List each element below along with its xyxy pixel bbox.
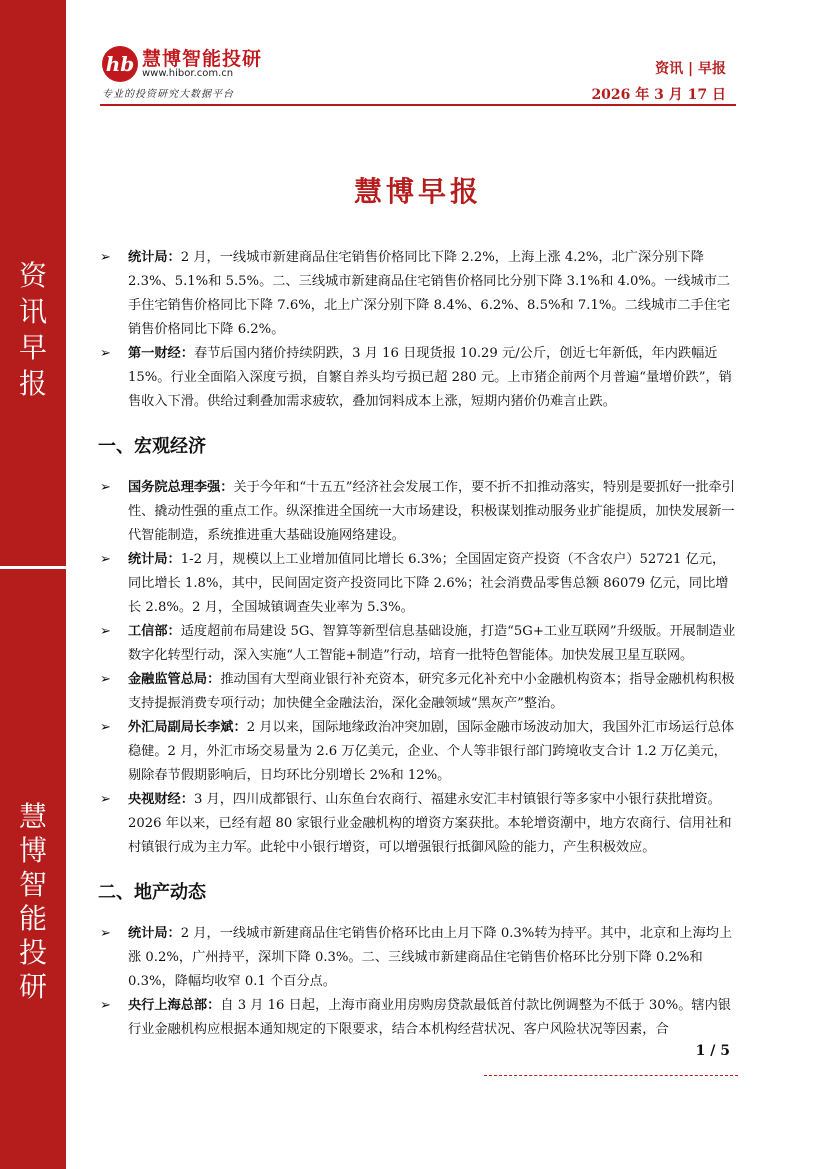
logo-url: www.hibor.com.cn [142, 68, 234, 79]
sidebar-bottom-label [0, 800, 66, 1004]
item-source: 金融监管总局： [128, 672, 221, 687]
page-number: 1 / 5 [695, 1043, 730, 1059]
logo-name: 慧博智能投研 [142, 48, 263, 70]
item-text: 1-2 月，规模以上工业增加值同比增长 6.3%；全国固定资产投资（不含农户）52721 亿元，同比增长 1.8%，其中，民间固定资产投资同比下降 2.6%；社会消费品零售总额 86079 亿元，同比增长 2.8%。2 月，全国城镇调查失业率为 5.3%。 [128, 552, 729, 615]
news-item [98, 994, 738, 1042]
page-title: 慧博早报 [353, 175, 482, 208]
sidebar-char: 资 [18, 259, 47, 292]
summary-item [98, 342, 738, 414]
sidebar-char: 慧 [18, 800, 47, 833]
news-item [98, 548, 738, 620]
item-text: 春节后国内猪价持续阴跌，3 月 16 日现货报 10.29 元/公斤，创近七年新低，年内跌幅近 15%。行业全面陷入深度亏损，自繁自养头均亏损已超 280 元。上市猪企前两个月普遍“量增价跌”，销售收入下滑。供给过剩叠加需求疲软，叠加饲料成本上涨，短期内猪价仍难言止跌。 [128, 346, 732, 409]
item-text: 2 月以来，国际地缘政治冲突加剧，国际金融市场波动加大，我国外汇市场运行总体稳健。2 月，外汇市场交易量为 2.6 万亿美元，企业、个人等非银行部门跨境收支合计 1.2 万亿美元，剔除春节假期影响后，日均环比分别增长 2%和 12%。 [128, 720, 735, 783]
sidebar-char: 讯 [18, 295, 47, 328]
news-item [98, 476, 738, 548]
arrow-bullet-icon: ➢ [100, 346, 111, 361]
item-source: 统计局： [128, 552, 181, 567]
news-item [98, 788, 738, 860]
item-source: 外汇局副局长李斌： [128, 720, 247, 735]
section-heading: 一、宏观经济 [98, 436, 206, 457]
item-text: 2 月，一线城市新建商品住宅销售价格同比下降 2.2%，上海上涨 4.2%，北广深分别下降 2.3%、5.1%和 5.5%。二、三线城市新建商品住宅销售价格同比分别下降 3.1%和 4.0%。一线城市二手住宅销售价格同比下降 7.6%，北上广深分别下降 8.4%、6.2%、8.5%和 7.1%。二线城市二手住宅销售价格同比下降 6.2%。 [128, 250, 731, 337]
brand-logo [102, 44, 262, 100]
item-source: 央行上海总部： [128, 998, 221, 1013]
arrow-bullet-icon: ➢ [100, 720, 111, 735]
footer-rule [484, 1075, 738, 1076]
logo-slogan: 专业的投资研究大数据平台 [102, 89, 234, 100]
sidebar-char: 智 [18, 868, 47, 901]
item-text: 推动国有大型商业银行补充资本，研究多元化补充中小金融机构资本；指导金融机构积极支持提振消费专项行动；加快健全金融法治，深化金融领域“黑灰产”整治。 [128, 672, 735, 711]
item-source: 央视财经： [128, 792, 194, 807]
sidebar-divider [0, 566, 66, 569]
item-source: 第一财经： [128, 346, 194, 361]
sidebar-char: 报 [18, 367, 47, 400]
item-text: 自 3 月 16 日起，上海市商业用房购房贷款最低首付款比例调整为不低于 30%。辖内银行业金融机构应根据本通知规定的下限要求，结合本机构经营状况、客户风险状况等因素，合 [128, 998, 731, 1037]
arrow-bullet-icon: ➢ [100, 480, 111, 495]
arrow-bullet-icon: ➢ [100, 552, 111, 567]
sidebar-char: 投 [18, 936, 47, 969]
item-source: 统计局： [128, 926, 181, 941]
item-text: 适度超前布局建设 5G、智算等新型信息基础设施，打造“5G+工业互联网”升级版。开展制造业数字化转型行动，深入实施“人工智能+制造”行动，培育一批特色智能体。加快发展卫星互联网。 [128, 624, 736, 663]
sidebar-char: 博 [18, 834, 47, 867]
arrow-bullet-icon: ➢ [100, 926, 111, 941]
news-item [98, 668, 738, 716]
logo-icon: hb [102, 46, 138, 82]
item-source: 工信部： [128, 624, 181, 639]
arrow-bullet-icon: ➢ [100, 624, 111, 639]
news-item [98, 716, 738, 788]
sidebar-char: 能 [18, 902, 47, 935]
arrow-bullet-icon: ➢ [100, 998, 111, 1013]
report-body [98, 246, 738, 1042]
news-item [98, 922, 738, 994]
sidebar-char: 研 [18, 970, 47, 1003]
item-source: 统计局： [128, 250, 181, 265]
news-item [98, 620, 738, 668]
item-text: 2 月，一线城市新建商品住宅销售价格环比由上月下降 0.3%转为持平。其中，北京和上海均上涨 0.2%，广州持平，深圳下降 0.3%。二、三线城市新建商品住宅销售价格环比分别下降 0.2%和 0.3%，降幅均收窄 0.1 个百分点。 [128, 926, 733, 989]
header-meta [591, 58, 726, 104]
summary-item [98, 246, 738, 342]
header-rule [100, 104, 736, 106]
arrow-bullet-icon: ➢ [100, 250, 111, 265]
sidebar-char: 早 [18, 331, 47, 364]
item-source: 国务院总理李强： [128, 480, 234, 495]
header-date: 2026 年 3 月 17 日 [591, 87, 726, 103]
item-text: 关于今年和“十五五”经济社会发展工作，要不折不扣推动落实，特别是要抓好一批牵引性、撬动性强的重点工作。纵深推进全国统一大市场建设，积极谋划推动服务业扩能提质，加快发展新一代智能制造，系统推进重大基础设施网络建设。 [128, 480, 735, 543]
item-text: 3 月，四川成都银行、山东鱼台农商行、福建永安汇丰村镇银行等多家中小银行获批增资。2026 年以来，已经有超 80 家银行业金融机构的增资方案获批。本轮增资潮中，地方农商行、信用社和村镇银行成为主力军。此轮中小银行增资，可以增强银行抵御风险的能力，产生积极效应。 [128, 792, 732, 855]
arrow-bullet-icon: ➢ [100, 792, 111, 807]
section-heading: 二、地产动态 [98, 882, 206, 903]
header-category: 资讯 | 早报 [655, 61, 726, 77]
sidebar [0, 0, 66, 1169]
sidebar-top-label [0, 258, 66, 402]
arrow-bullet-icon: ➢ [100, 672, 111, 687]
